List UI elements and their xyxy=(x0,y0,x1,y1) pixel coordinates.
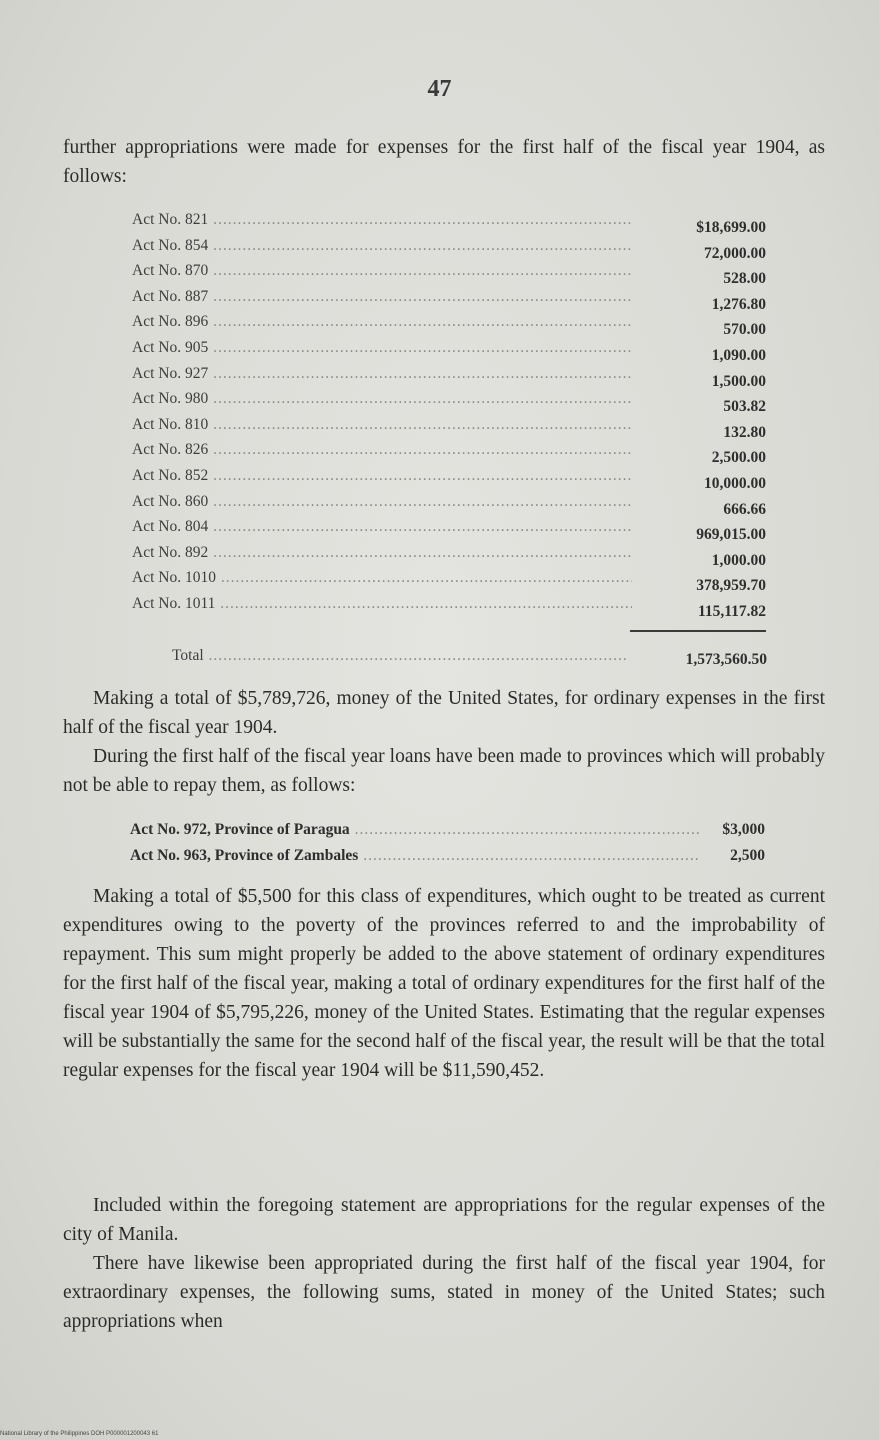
act-row xyxy=(132,540,772,569)
act-label: Act No. 821 ..... xyxy=(132,207,632,233)
act-label: Act No. 826 ..... xyxy=(132,437,632,463)
loan-row xyxy=(130,817,765,843)
act-row xyxy=(132,489,772,518)
act-row xyxy=(132,412,772,441)
act-row xyxy=(132,386,772,416)
act-label: Act No. 810 ..... xyxy=(132,412,632,438)
act-amount: 1,090.00 xyxy=(711,346,766,364)
act-label: Act No. 927 ..... xyxy=(132,361,632,387)
act-row xyxy=(132,309,772,339)
act-label: Act No. 854 ..... xyxy=(132,233,632,259)
act-row xyxy=(132,437,772,467)
making-total-paragraph: Making a total of $5,789,726, money of the United States, for ordinary expenses in the first half of the fiscal year 1904. xyxy=(63,688,825,738)
total-amount: 1,573,560.50 xyxy=(685,651,767,668)
loan-amount: $3,000 xyxy=(722,821,765,838)
act-row xyxy=(132,284,772,313)
acts-list xyxy=(132,207,772,620)
total-row xyxy=(172,643,767,669)
archive-footer: National Library of the Philippines DOH P000001200043 61 xyxy=(0,1431,159,1437)
act-label: Act No. 980 ..... xyxy=(132,386,632,412)
loan-row xyxy=(130,843,765,869)
extraordinary-paragraph: There have likewise been appropriated during the first half of the fiscal year 1904, for extraordinary expenses, the following sums, stated in money of the United States; such appropriations when xyxy=(63,1253,825,1332)
act-row xyxy=(132,514,772,544)
act-label: Act No. 870 ..... xyxy=(132,258,632,284)
act-label: Act No. 892 ..... xyxy=(132,540,632,566)
loan-amount: 2,500 xyxy=(730,847,765,864)
act-label: Act No. 887 ..... xyxy=(132,284,632,310)
act-amount: 1,000.00 xyxy=(711,551,766,569)
act-amount: 378,959.70 xyxy=(696,577,766,595)
act-amount: 969,015.00 xyxy=(696,526,766,544)
loan-label: Act No. 972, Province of Paragua ..... xyxy=(130,817,700,843)
expenditures-paragraph: Making a total of $5,500 for this class of expenditures, which ought to be treated as current expenditures owing to the poverty of the provinces referred to and the improbability of repayment. This sum might properly be added to the above statement of ordinary expenditures for the first half of the fiscal year, making a total of ordinary expenditures for the first half of the fiscal year 1904 of $5,795,226, money of the United States. Estimating that the regular expenses will be substantially the same for the second half of the fiscal year, the result will be that the total regular expenses for the fiscal year 1904 will be $11,590,452. xyxy=(63,886,825,1081)
act-amount: 528.00 xyxy=(723,270,766,288)
act-amount: 1,276.80 xyxy=(711,295,766,313)
act-amount: 115,117.82 xyxy=(697,602,766,620)
loans-intro-paragraph: During the first half of the fiscal year loans have been made to provinces which will probably not be able to repay them, as follows: xyxy=(63,746,825,796)
manila-paragraph: Included within the foregoing statement are appropriations for the regular expenses of the city of Manila. xyxy=(63,1195,825,1245)
act-amount: 570.00 xyxy=(723,321,766,339)
act-label: Act No. 1010 ..... xyxy=(132,565,632,591)
act-row xyxy=(132,207,772,236)
total-label: Total ..... xyxy=(172,643,627,669)
total-rule xyxy=(630,630,766,632)
act-amount: 503.82 xyxy=(723,398,766,416)
act-label: Act No. 860 ..... xyxy=(132,489,632,515)
act-label: Act No. 1011 ..... xyxy=(132,591,632,617)
act-amount: 666.66 xyxy=(723,500,766,518)
act-amount: 72,000.00 xyxy=(704,244,766,262)
act-amount: 2,500.00 xyxy=(711,449,766,467)
loans-list xyxy=(130,817,765,869)
act-row xyxy=(132,565,772,595)
act-row xyxy=(132,591,772,620)
page-number: 47 xyxy=(427,76,452,102)
intro-paragraph: further appropriations were made for expenses for the first half of the fiscal year 1904, as follows: xyxy=(63,137,825,187)
act-row xyxy=(132,258,772,288)
act-label: Act No. 896 ..... xyxy=(132,309,632,335)
act-label: Act No. 905 ..... xyxy=(132,335,632,361)
act-row xyxy=(132,233,772,262)
act-label: Act No. 852 ..... xyxy=(132,463,632,489)
act-amount: 10,000.00 xyxy=(704,474,766,492)
act-amount: 1,500.00 xyxy=(711,372,766,390)
act-row xyxy=(132,335,772,364)
act-row xyxy=(132,463,772,492)
act-amount: 132.80 xyxy=(723,423,766,441)
act-row xyxy=(132,361,772,390)
act-label: Act No. 804 ..... xyxy=(132,514,632,540)
act-amount: $18,699.00 xyxy=(696,219,766,236)
loan-label: Act No. 963, Province of Zambales ..... xyxy=(130,843,700,869)
